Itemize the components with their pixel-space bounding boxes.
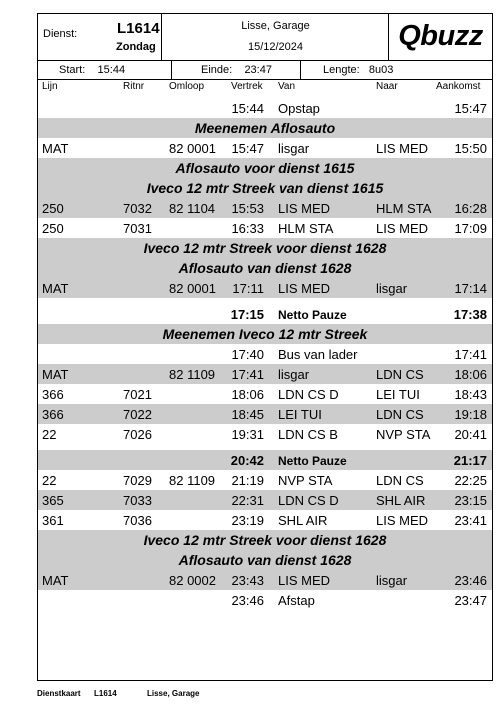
cell-vertrek: 23:19 (231, 513, 264, 528)
col-vertrek: Vertrek (231, 81, 263, 92)
cell-lijn: 250 (42, 221, 64, 236)
section-header (38, 324, 492, 344)
trip-list (38, 98, 492, 610)
cell-lijn: MAT (42, 367, 69, 382)
cell-ritnr: 7031 (123, 221, 152, 236)
cell-lijn: 361 (42, 513, 64, 528)
cell-aankomst: 20:41 (454, 427, 487, 442)
trip-row (38, 424, 492, 444)
cell-vertrek: 15:44 (231, 101, 264, 116)
length-label: Lengte: (323, 64, 360, 76)
cell-aankomst: 15:50 (454, 141, 487, 156)
section-header (38, 550, 492, 570)
cell-vertrek: 21:19 (231, 473, 264, 488)
day-name: Zondag (116, 41, 156, 53)
pause-end: 21:17 (453, 453, 487, 468)
trip-row (38, 590, 492, 610)
section-title: Meenemen Aflosauto (194, 120, 336, 136)
cell-omloop: 82 1109 (169, 473, 216, 488)
cell-van: NVP STA (278, 473, 333, 488)
cell-lijn: MAT (42, 281, 69, 296)
header-top (38, 14, 492, 61)
cell-aankomst: 18:06 (454, 367, 487, 382)
col-omloop: Omloop (169, 81, 205, 92)
cell-ritnr: 7032 (123, 201, 152, 216)
section-title: Meenemen Iveco 12 mtr Streek (162, 326, 368, 342)
cell-naar: NVP STA (376, 427, 431, 442)
cell-aankomst: 17:41 (454, 347, 487, 362)
end-label: Einde: (201, 64, 233, 76)
start-label: Start: (59, 64, 86, 76)
footer-label: Dienstkaart (37, 689, 81, 698)
cell-ritnr: 7026 (123, 427, 152, 442)
col-ritnr: Ritnr (123, 81, 145, 92)
cell-naar: lisgar (376, 281, 408, 296)
section-title: Aflosauto van dienst 1628 (178, 260, 352, 276)
cell-naar: SHL AIR (376, 493, 426, 508)
cell-ritnr: 7036 (123, 513, 152, 528)
cell-aankomst: 15:47 (454, 101, 487, 116)
dienst-cell (38, 14, 162, 60)
cell-ritnr: 7022 (123, 407, 152, 422)
cell-ritnr: 7033 (123, 493, 152, 508)
start-segment (38, 61, 172, 79)
col-van: Van (278, 81, 296, 92)
cell-omloop: 82 1104 (169, 201, 216, 216)
pause-start: 17:15 (230, 307, 264, 322)
duty-card (37, 13, 493, 681)
col-aankomst: Aankomst (436, 81, 481, 92)
length-value: 8u03 (368, 64, 394, 76)
location-name: Lisse, Garage (241, 20, 310, 32)
cell-van: LIS MED (278, 201, 331, 216)
end-time: 23:47 (244, 64, 272, 76)
trip-row (38, 364, 492, 384)
pause-row (38, 450, 492, 470)
trip-row (38, 218, 492, 238)
logo-cell (389, 14, 492, 60)
cell-naar: lisgar (376, 573, 408, 588)
cell-lijn: 22 (42, 473, 57, 488)
cell-van: Bus van lader (278, 347, 358, 362)
cell-aankomst: 23:46 (454, 573, 487, 588)
cell-aankomst: 23:47 (454, 593, 487, 608)
section-title: Iveco 12 mtr Streek voor dienst 1628 (143, 532, 387, 548)
trip-row (38, 344, 492, 364)
trip-row (38, 278, 492, 298)
cell-naar: LIS MED (376, 221, 429, 236)
cell-vertrek: 23:46 (231, 593, 264, 608)
cell-van: Opstap (278, 101, 320, 116)
section-header (38, 118, 492, 138)
cell-lijn: 366 (42, 407, 64, 422)
section-title: Aflosauto van dienst 1628 (178, 552, 352, 568)
trip-row (38, 404, 492, 424)
trip-row (38, 570, 492, 590)
cell-ritnr: 7021 (123, 387, 152, 402)
cell-vertrek: 23:43 (231, 573, 264, 588)
length-segment (301, 61, 492, 79)
pause-label: Netto Pauze (278, 454, 347, 468)
location-cell (162, 14, 389, 60)
cell-aankomst: 17:09 (454, 221, 487, 236)
cell-naar: LDN CS (376, 367, 424, 382)
cell-lijn: 365 (42, 493, 64, 508)
cell-vertrek: 18:06 (231, 387, 264, 402)
cell-vertrek: 18:45 (231, 407, 264, 422)
cell-van: lisgar (278, 141, 310, 156)
col-lijn: Lijn (42, 81, 58, 92)
cell-aankomst: 18:43 (454, 387, 487, 402)
cell-naar: LDN CS (376, 407, 424, 422)
cell-van: lisgar (278, 367, 310, 382)
cell-lijn: 366 (42, 387, 64, 402)
end-segment (172, 61, 301, 79)
cell-vertrek: 15:53 (231, 201, 264, 216)
cell-omloop: 82 0001 (169, 141, 216, 156)
cell-van: LDN CS B (278, 427, 338, 442)
cell-aankomst: 19:18 (454, 407, 487, 422)
dienst-label: Dienst: (43, 28, 78, 40)
cell-aankomst: 17:14 (454, 281, 487, 296)
cell-lijn: 250 (42, 201, 64, 216)
cell-vertrek: 17:40 (231, 347, 264, 362)
cell-vertrek: 17:41 (231, 367, 264, 382)
qbuzz-logo: Qbuzz (398, 20, 483, 52)
cell-van: SHL AIR (278, 513, 328, 528)
cell-omloop: 82 0001 (169, 281, 216, 296)
cell-omloop: 82 0002 (169, 573, 216, 588)
cell-vertrek: 17:11 (232, 281, 264, 296)
cell-omloop: 82 1109 (169, 367, 216, 382)
section-header (38, 258, 492, 278)
section-title: Aflosauto voor dienst 1615 (175, 160, 355, 176)
cell-naar: HLM STA (376, 201, 432, 216)
cell-vertrek: 19:31 (231, 427, 264, 442)
trip-row (38, 510, 492, 530)
col-naar: Naar (376, 81, 398, 92)
cell-ritnr: 7029 (123, 473, 152, 488)
section-header (38, 530, 492, 550)
cell-van: LDN CS D (278, 387, 339, 402)
cell-van: Afstap (278, 593, 315, 608)
trip-row (38, 198, 492, 218)
pause-label: Netto Pauze (278, 308, 347, 322)
cell-van: LEI TUI (278, 407, 322, 422)
cell-van: LDN CS D (278, 493, 339, 508)
section-header (38, 178, 492, 198)
cell-lijn: MAT (42, 573, 69, 588)
section-header (38, 158, 492, 178)
footer-location: Lisse, Garage (147, 689, 200, 698)
cell-aankomst: 22:25 (454, 473, 487, 488)
trip-row (38, 384, 492, 404)
cell-vertrek: 16:33 (231, 221, 264, 236)
cell-naar: LDN CS (376, 473, 424, 488)
cell-aankomst: 23:41 (454, 513, 487, 528)
trip-row (38, 470, 492, 490)
section-title: Iveco 12 mtr Streek voor dienst 1628 (143, 240, 387, 256)
column-headers (38, 80, 492, 94)
pause-row (38, 304, 492, 324)
cell-vertrek: 22:31 (231, 493, 264, 508)
pause-start: 20:42 (230, 453, 264, 468)
footer-dienst: L1614 (94, 689, 117, 698)
cell-van: LIS MED (278, 573, 331, 588)
cell-naar: LIS MED (376, 141, 429, 156)
cell-aankomst: 23:15 (454, 493, 487, 508)
dienst-number: L1614 (117, 20, 160, 37)
cell-lijn: 22 (42, 427, 57, 442)
pause-end: 17:38 (453, 307, 487, 322)
trip-row (38, 138, 492, 158)
section-title: Iveco 12 mtr Streek van dienst 1615 (146, 180, 384, 196)
cell-aankomst: 16:28 (454, 201, 487, 216)
header-times (38, 61, 492, 80)
trip-row (38, 98, 492, 118)
service-date: 15/12/2024 (247, 41, 304, 53)
cell-van: LIS MED (278, 281, 331, 296)
cell-van: HLM STA (278, 221, 334, 236)
cell-naar: LIS MED (376, 513, 429, 528)
trip-row (38, 490, 492, 510)
cell-naar: LEI TUI (376, 387, 420, 402)
cell-lijn: MAT (42, 141, 69, 156)
section-header (38, 238, 492, 258)
cell-vertrek: 15:47 (231, 141, 264, 156)
start-time: 15:44 (97, 64, 126, 76)
